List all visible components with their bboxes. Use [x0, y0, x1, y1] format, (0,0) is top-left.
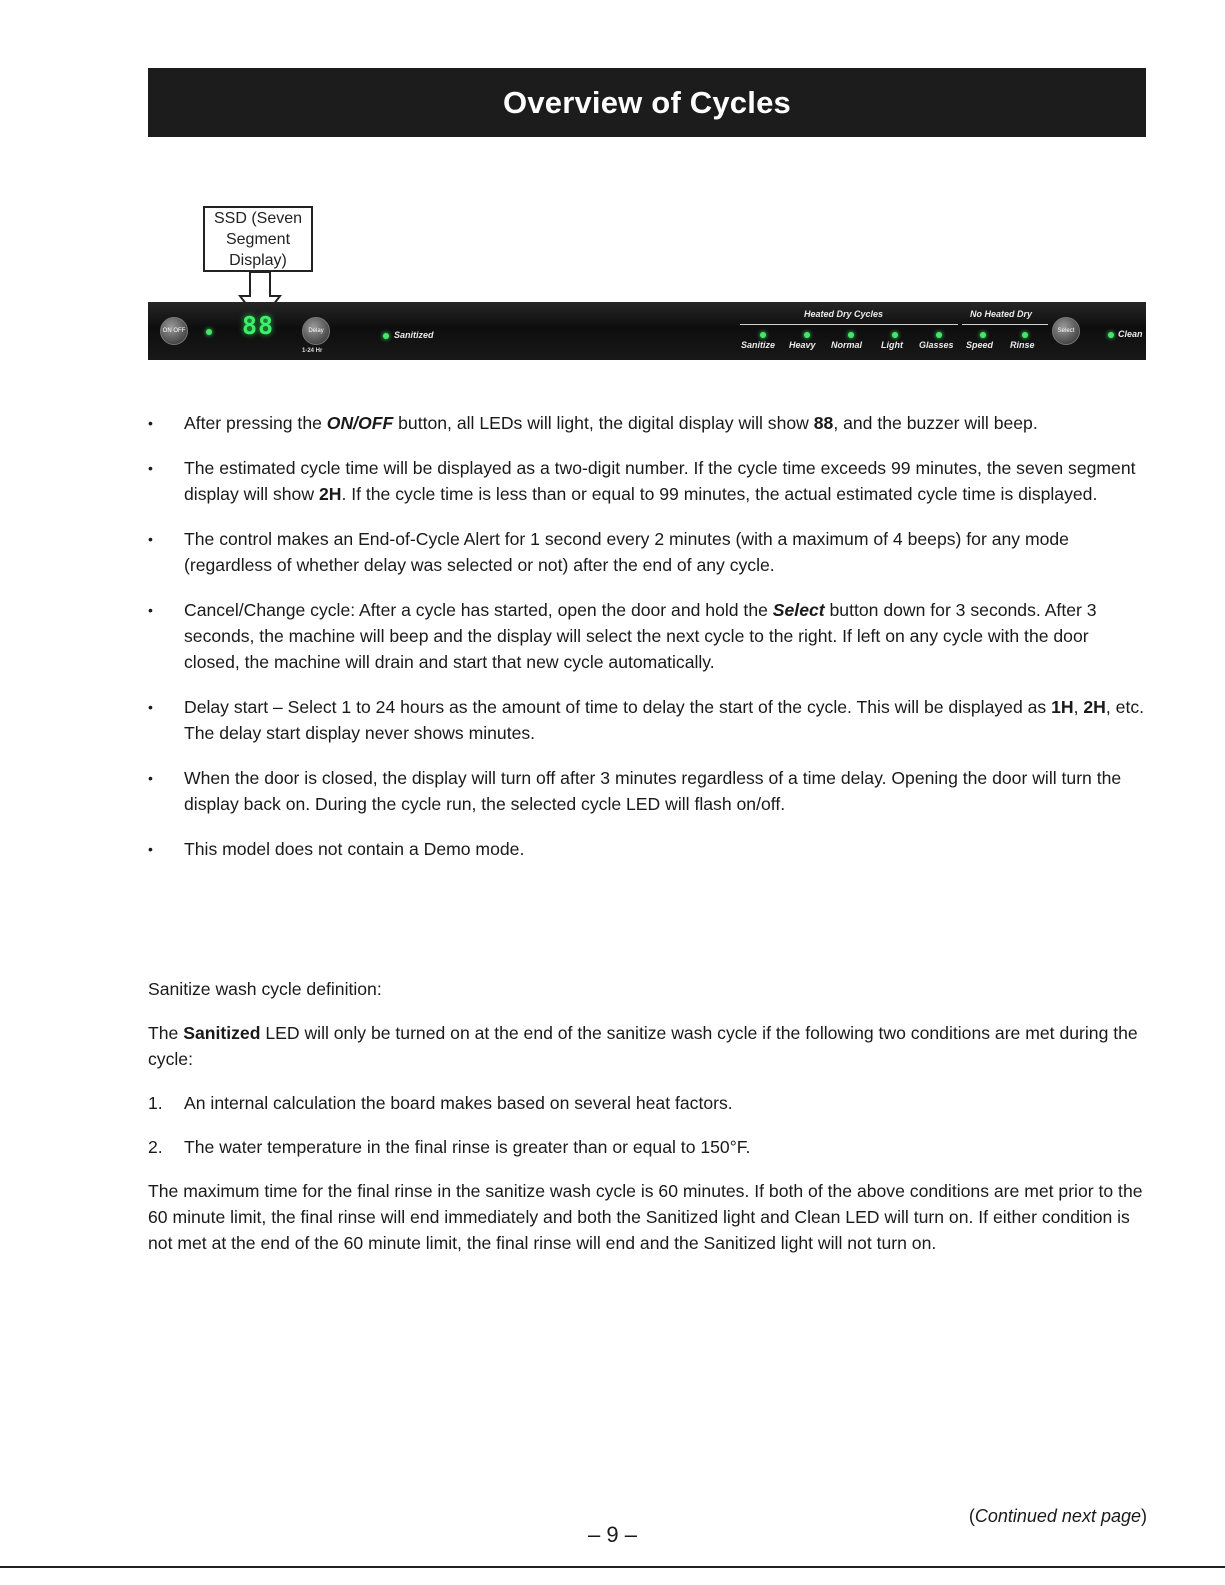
cycle-label-light: Light	[881, 340, 903, 350]
heated-dry-group-line	[740, 324, 958, 325]
numbered-item: 2. The water temperature in the final rinse is greater than or equal to 150°F.	[148, 1137, 751, 1157]
cycle-led-normal	[848, 332, 854, 338]
no-heated-dry-group-line	[962, 324, 1048, 325]
page-title: Overview of Cycles	[503, 84, 791, 120]
list-item: • After pressing the ON/OFF button, all LEDs will light, the digital display will show 88, and the buzzer will beep.	[148, 410, 1148, 436]
cycle-label-glasses: Glasses	[919, 340, 954, 350]
on-off-button[interactable]	[160, 317, 188, 345]
ssd-callout: SSD (Seven Segment Display)	[203, 206, 313, 272]
numbered-item: 1. An internal calculation the board makes based on several heat factors.	[148, 1093, 733, 1113]
clean-led	[1108, 332, 1114, 338]
control-panel	[148, 302, 1146, 360]
select-button-label: Select	[1057, 327, 1075, 334]
list-item: • The estimated cycle time will be displayed as a two-digit number. If the cycle time exceeds 99 minutes, the seven segment display will show 2H. If the cycle time is less than or equal to 99 minutes, the actual estimated cycle time is displayed.	[148, 455, 1148, 507]
page-number: – 9 –	[588, 1522, 637, 1547]
sanitize-intro: The Sanitized LED will only be turned on at the end of the sanitize wash cycle if the following two conditions are met during the cycle:	[148, 1023, 1138, 1069]
list-item: • Cancel/Change cycle: After a cycle has started, open the door and hold the Select button down for 3 seconds. After 3 seconds, the machine will beep and the display will select the next cycle to the right. If left on any cycle with the door closed, the machine will drain and start that new cycle automatically.	[148, 597, 1148, 675]
on-off-label: ON OFF	[162, 327, 186, 334]
power-led	[206, 329, 212, 335]
cycle-led-heavy	[804, 332, 810, 338]
delay-range-label: 1-24 Hr	[302, 348, 323, 354]
feature-bullet-list	[148, 410, 1148, 881]
continued-note: (Continued next page)	[968, 1506, 1147, 1526]
cycle-label-heavy: Heavy	[789, 340, 816, 350]
sanitized-led-label: Sanitized	[394, 330, 434, 340]
list-item: • When the door is closed, the display will turn off after 3 minutes regardless of a time delay. Opening the door will turn the display back on. During the cycle run, the selected cycle LED will flash on/off.	[148, 765, 1148, 817]
no-heated-dry-group-label: No Heated Dry	[970, 309, 1033, 319]
sanitize-closing: The maximum time for the final rinse in the sanitize wash cycle is 60 minutes. If both of the above conditions are met prior to the 60 minute limit, the final rinse will end immediately and both the Sanitized light and Clean LED will turn on. If either condition is not met at the end of the 60 minute limit, the final rinse will end and the Sanitized light will not turn on.	[148, 1181, 1143, 1253]
cycle-led-rinse	[1022, 332, 1028, 338]
list-item: • The control makes an End-of-Cycle Alert for 1 second every 2 minutes (with a maximum of 4 beeps) for any mode (regardless of whether delay was selected or not) after the end of any cycle.	[148, 526, 1148, 578]
heated-dry-group-label: Heated Dry Cycles	[804, 309, 884, 319]
select-button[interactable]	[1052, 317, 1080, 345]
cycle-label-sanitize: Sanitize	[741, 340, 776, 350]
cycle-label-speed: Speed	[966, 340, 994, 350]
cycle-led-sanitize	[760, 332, 766, 338]
page-header	[148, 68, 1146, 137]
seven-segment-display: 88	[242, 311, 275, 340]
sanitized-led	[383, 333, 389, 339]
cycle-label-normal: Normal	[831, 340, 863, 350]
cycle-led-glasses	[936, 332, 942, 338]
delay-button-label: Delay	[308, 327, 324, 334]
list-item: • Delay start – Select 1 to 24 hours as the amount of time to delay the start of the cycle. This will be displayed as 1H, 2H, etc. The delay start display never shows minutes.	[148, 694, 1148, 746]
cycle-led-light	[892, 332, 898, 338]
cycle-label-rinse: Rinse	[1010, 340, 1035, 350]
bottom-rule	[0, 1566, 1225, 1568]
section-heading: Sanitize wash cycle definition:	[148, 979, 382, 999]
cycle-led-speed	[980, 332, 986, 338]
clean-led-label: Clean	[1118, 329, 1143, 339]
delay-button[interactable]	[302, 317, 330, 345]
sanitize-definition-section	[148, 976, 1148, 1274]
list-item: • This model does not contain a Demo mode.	[148, 836, 1148, 862]
